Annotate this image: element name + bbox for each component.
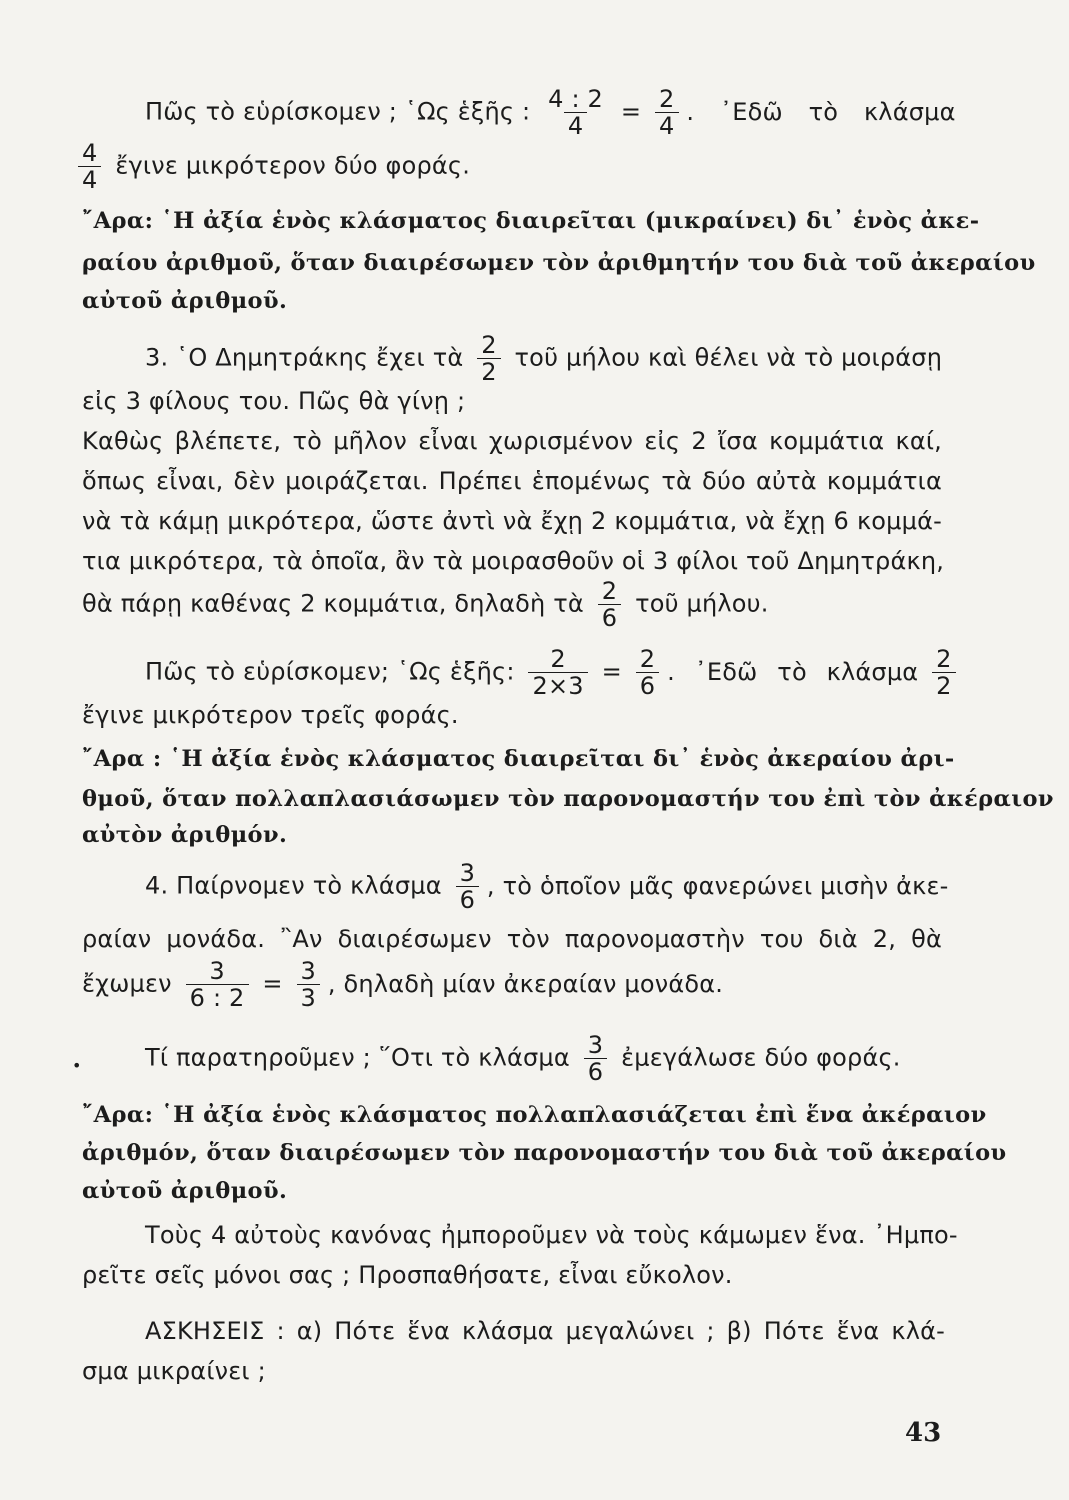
denominator: 4 bbox=[78, 166, 101, 193]
rule3-line1 bbox=[82, 1100, 987, 1130]
rule1-line2 bbox=[82, 248, 1036, 278]
numerator: 2 bbox=[639, 645, 656, 673]
rule3-line3 bbox=[82, 1176, 287, 1206]
text: Πῶς τὸ εὑρίσκομεν; ῾Ως ἑξῆς: bbox=[145, 657, 515, 686]
fraction-2-over-2 bbox=[932, 646, 955, 699]
p6-line1 bbox=[145, 1032, 901, 1085]
exercises-line2 bbox=[82, 1356, 266, 1386]
p3-line6 bbox=[82, 546, 945, 576]
fraction-3-over-6 bbox=[456, 860, 479, 913]
fraction-4-over-4 bbox=[78, 140, 101, 193]
p3-line3 bbox=[82, 426, 942, 456]
fraction-2-over-6 bbox=[598, 578, 621, 631]
rule1-line1 bbox=[82, 206, 980, 236]
p5-line2 bbox=[82, 924, 942, 954]
text: Πῶς τὸ εὑρίσκομεν ; ῾Ως ἑξῆς : bbox=[145, 97, 531, 126]
denominator: 2 bbox=[932, 672, 955, 699]
numerator: 2 bbox=[936, 645, 952, 673]
denominator: 6 : 2 bbox=[186, 984, 249, 1011]
text: ἐμεγάλωσε δύο φοράς. bbox=[621, 1043, 901, 1072]
fraction-3-over-6-div-2 bbox=[186, 958, 249, 1011]
text: τια μικρότερα, τὰ ὁποῖα, ἂν τὰ μοιρασθοῦν οἱ 3 φίλοι τοῦ Δημητράκη, bbox=[82, 547, 945, 575]
text: Τί παρατηροῦμεν ; ῞Οτι τὸ κλάσμα bbox=[145, 1043, 570, 1072]
text: ῎Αρα: ῾Η ἀξία ἑνὸς κλάσματος πολλαπλασιάζεται ἐπὶ ἕνα ἀκέραιον bbox=[82, 1102, 987, 1128]
rule1-line3 bbox=[82, 286, 287, 316]
text: . ᾿Εδῶ τὸ κλάσμα bbox=[686, 97, 956, 126]
rule2-line2 bbox=[82, 784, 1054, 814]
numerator: 2 bbox=[601, 577, 618, 605]
numerator: 2 bbox=[481, 331, 497, 359]
text: τοῦ μήλου καὶ θέλει νὰ τὸ μοιράσῃ bbox=[514, 343, 943, 372]
p5-line1 bbox=[145, 860, 949, 913]
denominator: 6 bbox=[636, 672, 659, 699]
numerator: 3 bbox=[209, 957, 225, 985]
denominator: 4 bbox=[655, 112, 678, 139]
page-number: 43 bbox=[905, 1418, 942, 1448]
text: ἔγινε μικρότερον δύο φοράς. bbox=[115, 151, 471, 180]
p3-line1 bbox=[145, 332, 942, 385]
denominator: 6 bbox=[598, 604, 621, 631]
text: εἰς 3 φίλους του. Πῶς θὰ γίνῃ ; bbox=[82, 387, 466, 415]
fraction-2-over-6 bbox=[636, 646, 659, 699]
text: θμοῦ, ὅταν πολλαπλασιάσωμεν τὸν παρονομαστήν του ἐπὶ τὸν ἀκέραιον bbox=[82, 786, 1054, 812]
denominator: 2×3 bbox=[528, 672, 587, 699]
numerator: 2 bbox=[659, 85, 675, 113]
p5-line3 bbox=[82, 958, 723, 1011]
fraction-2-over-2 bbox=[477, 332, 500, 385]
text: ρεῖτε σεῖς μόνοι σας ; Προσπαθήσατε, εἶναι εὔκολον. bbox=[82, 1261, 733, 1289]
text: ΑΣΚΗΣΕΙΣ : α) Πότε ἕνα κλάσμα μεγαλώνει ; β) Πότε ἕνα κλά- bbox=[145, 1317, 945, 1345]
numerator: 4 : 2 bbox=[548, 85, 604, 113]
text: . ᾿Εδῶ τὸ κλάσμα bbox=[667, 657, 919, 686]
text: νὰ τὰ κάμῃ μικρότερα, ὥστε ἀντὶ νὰ ἔχῃ 2 κομμάτια, νὰ ἔχῃ 6 κομμά- bbox=[82, 507, 942, 535]
text: θὰ πάρῃ καθένας 2 κομμάτια, δηλαδὴ τὰ bbox=[82, 589, 584, 618]
text: σμα μικραίνει ; bbox=[82, 1357, 266, 1385]
p7-line1 bbox=[145, 1220, 958, 1250]
p4-line1 bbox=[145, 646, 962, 699]
p4-line2 bbox=[82, 700, 459, 730]
numerator: 4 bbox=[82, 139, 98, 167]
p1-line1 bbox=[145, 86, 956, 139]
p7-line2 bbox=[82, 1260, 733, 1290]
text: Τοὺς 4 αὐτοὺς κανόνας ἠμποροῦμεν νὰ τοὺς κάμωμεν ἕνα. ᾿Ημπο- bbox=[145, 1221, 958, 1249]
rule2-line3 bbox=[82, 820, 287, 850]
denominator: 2 bbox=[477, 358, 500, 385]
p3-line7 bbox=[82, 578, 769, 631]
numerator: 2 bbox=[550, 645, 566, 673]
text: ἀριθμόν, ὅταν διαιρέσωμεν τὸν παρονομαστήν του διὰ τοῦ ἀκεραίου bbox=[82, 1140, 1007, 1166]
text: ραίου ἀριθμοῦ, ὅταν διαιρέσωμεν τὸν ἀριθμητήν του διὰ τοῦ ἀκεραίου bbox=[82, 250, 1036, 276]
text: Καθὼς βλέπετε, τὸ μῆλον εἶναι χωρισμένον εἰς 2 ἴσα κομμάτια καί, bbox=[82, 427, 942, 455]
numerator: 3 bbox=[587, 1031, 604, 1059]
text: 4. Παίρνομεν τὸ κλάσμα bbox=[145, 871, 442, 900]
text: ἔγινε μικρότερον τρεῖς φοράς. bbox=[82, 701, 459, 729]
p3-line2 bbox=[82, 386, 465, 416]
text: αὐτοῦ ἀριθμοῦ. bbox=[82, 288, 288, 314]
text: , τὸ ὁποῖον μᾶς φανερώνει μισὴν ἀκε- bbox=[486, 871, 949, 900]
text: 3. ῾Ο Δημητράκης ἔχει τὰ bbox=[145, 343, 464, 372]
denominator: 3 bbox=[297, 984, 320, 1011]
numerator: 3 bbox=[300, 957, 317, 985]
fraction-3-over-3 bbox=[297, 958, 320, 1011]
text: ῎Αρα: ῾Η ἀξία ἑνὸς κλάσματος διαιρεῖται (μικραίνει) δι᾿ ἑνὸς ἀκε- bbox=[82, 208, 980, 234]
bullet-mark: • bbox=[72, 1056, 82, 1075]
numerator: 3 bbox=[459, 859, 476, 887]
denominator: 4 bbox=[564, 112, 587, 139]
text: ραίαν μονάδα. ῍Αν διαιρέσωμεν τὸν παρονομαστὴν του διὰ 2, θὰ bbox=[82, 925, 942, 953]
rule3-line2 bbox=[82, 1138, 1007, 1168]
text: αὐτοῦ ἀριθμοῦ. bbox=[82, 1178, 288, 1204]
text: ὅπως εἶναι, δὲν μοιράζεται. Πρέπει ἑπομένως τὰ δύο αὐτὰ κομμάτια bbox=[82, 467, 942, 495]
equals-sign: = bbox=[620, 97, 642, 126]
text: ἔχωμεν bbox=[82, 969, 172, 998]
fraction-2-over-4 bbox=[655, 86, 678, 139]
p3-line5 bbox=[82, 506, 942, 536]
p1-line2 bbox=[78, 140, 470, 193]
text: τοῦ μήλου. bbox=[635, 589, 769, 618]
text: αὐτὸν ἀριθμόν. bbox=[82, 822, 288, 848]
p3-line4 bbox=[82, 466, 942, 496]
fraction-2-over-2x3 bbox=[528, 646, 587, 699]
fraction-3-over-6 bbox=[584, 1032, 607, 1085]
text: , δηλαδὴ μίαν ἀκεραίαν μονάδα. bbox=[327, 969, 724, 998]
equals-sign: = bbox=[262, 969, 283, 998]
equals-sign: = bbox=[601, 657, 622, 686]
exercises-line1 bbox=[145, 1316, 945, 1346]
denominator: 6 bbox=[456, 886, 479, 913]
rule2-line1 bbox=[82, 744, 955, 774]
text: ῎Αρα : ῾Η ἀξία ἑνὸς κλάσματος διαιρεῖται δι᾿ ἑνὸς ἀκεραίου ἀρι- bbox=[82, 746, 955, 772]
fraction-4-2-over-4 bbox=[544, 86, 607, 139]
denominator: 6 bbox=[584, 1058, 607, 1085]
